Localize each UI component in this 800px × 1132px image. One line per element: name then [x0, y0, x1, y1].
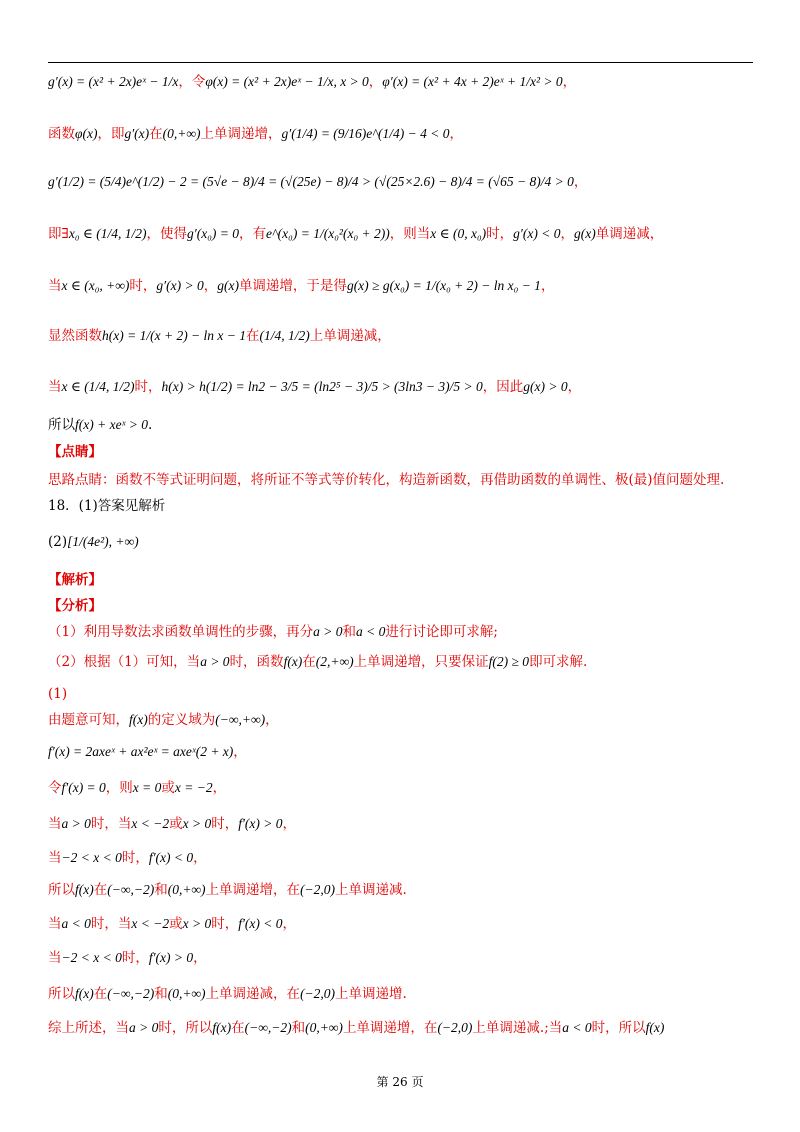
text-line — [48, 496, 758, 516]
red-text: 上单调递减.;当 — [472, 1020, 563, 1036]
red-text: 时，当 — [90, 916, 132, 932]
math-expression: f′(x) = 2axeˣ + ax²eˣ = axeˣ(2 + x) — [48, 744, 234, 759]
text-line — [48, 72, 758, 92]
math-expression: −2 < x < 0 — [61, 850, 122, 865]
math-expression: x = 0 — [132, 780, 162, 795]
math-expression: g′(1/4) = (9/16)e^(1/4) − 4 < 0 — [281, 126, 450, 141]
math-expression: g′(x) = (x² + 2x)eˣ − 1/x — [48, 74, 179, 89]
math-expression: g′(x) > 0 — [156, 278, 204, 293]
math-expression: x < −2 — [131, 816, 170, 831]
red-text: 和 — [154, 882, 168, 898]
math-expression: x₀ ∈ (1/4, 1/2) — [68, 226, 147, 241]
math-expression: x = −2 — [174, 780, 213, 795]
red-text: 在 — [93, 986, 108, 1002]
text-line — [48, 710, 758, 730]
red-text: 时， — [211, 916, 239, 932]
red-text: 上单调递增，在 — [342, 1020, 438, 1036]
red-text: ， — [449, 126, 463, 142]
red-text: 或 — [169, 816, 183, 832]
red-text: 上单调递减. — [335, 882, 407, 898]
red-text: 当 — [48, 850, 62, 866]
red-text: 时， — [121, 850, 149, 866]
red-text: ， — [573, 174, 588, 190]
math-expression: a > 0 — [129, 1020, 159, 1035]
text-line — [48, 224, 758, 244]
red-text: 上单调递减， — [309, 328, 391, 344]
section-heading: 【解析】 — [48, 572, 102, 588]
math-expression: f′(x) = 0 — [61, 780, 106, 795]
math-expression: a < 0 — [61, 916, 91, 931]
text-line — [48, 326, 758, 346]
red-text: ， — [562, 74, 577, 90]
math-expression: a > 0 — [61, 816, 91, 831]
red-text: 令 — [48, 780, 62, 796]
math-expression: (2,+∞) — [315, 654, 354, 669]
plain-text: (2) — [48, 534, 68, 550]
section-heading: 【分析】 — [48, 598, 102, 614]
red-text: 时， — [129, 278, 157, 294]
red-text: 时，所以 — [158, 1020, 213, 1036]
math-expression: a < 0 — [355, 624, 386, 639]
red-text: 当 — [48, 278, 62, 294]
red-text: ，则 — [105, 780, 133, 796]
red-text: ，有 — [239, 226, 266, 242]
math-expression: (−∞,+∞) — [215, 712, 266, 727]
math-expression: f′(x) > 0 — [148, 950, 194, 965]
red-text: 进行讨论即可求解; — [385, 624, 498, 640]
red-text: 时，函数 — [229, 654, 284, 670]
red-text: 在 — [302, 654, 316, 670]
red-text: ， — [560, 226, 574, 242]
math-expression: f(x) — [212, 1020, 232, 1035]
red-text: ， — [368, 74, 383, 90]
red-text: 和 — [342, 624, 356, 640]
math-expression: g′(1/2) = (5/4)e^(1/2) − 2 = (5√e − 8)/4 = (√(25e) − 8)/4 > (√(25×2.6) − 8)/4 = (√65 − 8)/4 > 0 — [48, 174, 574, 189]
red-text: （1）利用导数法求函数单调性的步骤，再分 — [48, 624, 314, 640]
math-expression: f′(x) < 0 — [238, 916, 283, 931]
math-expression: a > 0 — [200, 654, 230, 669]
math-expression: g′(x₀) = 0 — [187, 226, 239, 241]
red-text: 当 — [48, 816, 62, 832]
math-expression: h(x) = 1/(x + 2) − ln x − 1 — [102, 328, 247, 343]
text-line — [48, 442, 758, 462]
math-expression: (−2,0) — [437, 1020, 473, 1035]
red-text: 时， — [486, 226, 514, 242]
text-line — [48, 596, 758, 616]
page-number: 第 26 页 — [376, 1075, 424, 1089]
red-text: ，使得 — [146, 226, 187, 242]
red-text: ，因此 — [482, 379, 524, 395]
math-expression: (−∞,−2) — [244, 1020, 292, 1035]
red-text: 单调递增，于是得 — [238, 278, 347, 294]
text-line — [48, 914, 758, 934]
math-expression: (−∞,−2) — [107, 986, 155, 1001]
red-text: 由题意可知， — [48, 712, 129, 728]
math-expression: g′(x) < 0 — [513, 226, 561, 241]
red-text: 即可求解. — [529, 654, 588, 670]
math-expression: [1/(4e²), +∞) — [67, 534, 139, 549]
red-text: 所以 — [48, 882, 75, 898]
text-line — [48, 742, 758, 762]
red-text: ， — [233, 744, 247, 760]
math-expression: f(x) — [75, 882, 94, 897]
text-line — [48, 948, 758, 968]
red-text: ， — [282, 916, 296, 932]
red-text: 上单调递增， — [200, 126, 282, 142]
red-text: ，则当 — [389, 226, 431, 242]
math-expression: φ(x) — [75, 126, 98, 141]
text-line — [48, 532, 758, 552]
section-heading: 【点睛】 — [48, 444, 102, 460]
red-text: ，即 — [97, 126, 125, 142]
red-text: 和 — [154, 986, 168, 1002]
header-rule — [48, 62, 753, 63]
red-text: ， — [193, 850, 207, 866]
red-text: 当 — [48, 379, 62, 395]
math-expression: (1/4, 1/2) — [259, 328, 310, 343]
math-expression: f(x) — [645, 1020, 665, 1035]
math-expression: g(x) > 0 — [523, 379, 568, 394]
text-line — [48, 415, 758, 435]
math-expression: φ(x) = (x² + 2x)eˣ − 1/x, x > 0 — [205, 74, 369, 89]
math-expression: f(x) — [75, 986, 94, 1001]
math-expression: f′(x) < 0 — [148, 850, 194, 865]
red-text: 或 — [161, 780, 175, 796]
math-expression: (−2,0) — [300, 882, 336, 897]
plain-text: . — [148, 417, 153, 433]
red-text: 或 — [169, 916, 183, 932]
text-line — [48, 570, 758, 590]
red-text: 在 — [93, 882, 108, 898]
red-text: 所以 — [48, 986, 75, 1002]
red-text: ， — [540, 278, 555, 294]
text-line — [48, 124, 758, 144]
text-line — [48, 984, 758, 1004]
red-text: ， — [265, 712, 279, 728]
math-expression: f(x) — [129, 712, 148, 727]
red-text: 时，当 — [90, 816, 132, 832]
math-expression: x < −2 — [131, 916, 170, 931]
math-expression: x ∈ (0, x₀) — [430, 226, 487, 241]
math-expression: x ∈ (1/4, 1/2) — [61, 379, 135, 394]
math-expression: −2 < x < 0 — [61, 950, 122, 965]
red-text: 即∃ — [48, 226, 69, 242]
math-expression: x > 0 — [182, 816, 212, 831]
math-expression: f(x) — [283, 654, 303, 669]
math-expression: f′(x) > 0 — [238, 816, 283, 831]
red-text: 综上所述，当 — [48, 1020, 129, 1036]
red-text: 的定义域为 — [147, 712, 216, 728]
red-text: ， — [567, 379, 582, 395]
text-line — [48, 778, 758, 798]
red-text: 当 — [48, 950, 62, 966]
red-text: 上单调递增，在 — [205, 882, 301, 898]
text-line — [48, 276, 758, 296]
text-line — [48, 622, 758, 642]
red-text: 时， — [211, 816, 239, 832]
red-text: 单调递减， — [595, 226, 664, 242]
red-text: 显然函数 — [48, 328, 102, 344]
text-line — [48, 814, 758, 834]
math-expression: (0,+∞) — [162, 126, 201, 141]
math-expression: (0,+∞) — [167, 882, 206, 897]
red-text: 时， — [134, 379, 162, 395]
text-line — [48, 470, 758, 490]
math-expression: g′(x) — [124, 126, 150, 141]
math-expression: (0,+∞) — [167, 986, 206, 1001]
text-line — [48, 1018, 758, 1038]
red-text: 上单调递减，在 — [205, 986, 301, 1002]
red-text: 思路点睛：函数不等式证明问题，将所证不等式等价转化，构造新函数，再借助函数的单调性、极(最)值问题处理. — [48, 472, 725, 488]
red-text: 和 — [291, 1020, 306, 1036]
math-expression: (−2,0) — [300, 986, 336, 1001]
math-expression: f(2) ≥ 0 — [488, 654, 530, 669]
math-expression: φ′(x) = (x² + 4x + 2)eˣ + 1/x² > 0 — [382, 74, 563, 89]
red-text: ， — [203, 278, 218, 294]
text-line — [48, 880, 758, 900]
red-text: ， — [282, 816, 296, 832]
math-expression: h(x) > h(1/2) = ln2 − 3/5 = (ln2⁵ − 3)/5 > (3ln3 − 3)/5 > 0 — [161, 379, 483, 394]
math-expression: g(x) — [217, 278, 239, 293]
math-expression: f(x) + xeˣ > 0 — [75, 417, 148, 432]
red-text: ， — [212, 780, 227, 796]
math-expression: g(x) — [573, 226, 596, 241]
red-text: ，令 — [178, 74, 206, 90]
plain-text: 18．(1)答案见解析 — [48, 498, 166, 514]
text-line — [48, 377, 758, 397]
math-expression: (0,+∞) — [305, 1020, 343, 1035]
text-line — [48, 652, 758, 672]
math-expression: a > 0 — [313, 624, 343, 639]
math-expression: a < 0 — [562, 1020, 592, 1035]
red-text: 时，所以 — [591, 1020, 646, 1036]
text-line — [48, 172, 758, 192]
text-line — [48, 848, 758, 868]
red-text: 在 — [246, 328, 260, 344]
red-text: 上单调递增. — [335, 986, 407, 1002]
red-text: (1) — [48, 686, 68, 702]
math-expression: g(x) ≥ g(x₀) = 1/(x₀ + 2) − ln x₀ − 1 — [346, 278, 541, 293]
red-text: 当 — [48, 916, 62, 932]
red-text: 在 — [149, 126, 163, 142]
red-text: 函数 — [48, 126, 75, 142]
math-expression: e^(x₀) = 1/(x₀²(x₀ + 2)) — [266, 226, 390, 241]
red-text: ， — [193, 950, 207, 966]
red-text: 在 — [231, 1020, 245, 1036]
red-text: 上单调递增，只要保证 — [353, 654, 489, 670]
math-expression: x ∈ (x₀, +∞) — [61, 278, 130, 293]
text-line — [48, 684, 758, 704]
math-expression: x > 0 — [182, 916, 212, 931]
math-expression: (−∞,−2) — [107, 882, 155, 897]
red-text: 时， — [121, 950, 149, 966]
red-text: （2）根据（1）可知，当 — [48, 654, 201, 670]
plain-text: 所以 — [48, 417, 75, 433]
